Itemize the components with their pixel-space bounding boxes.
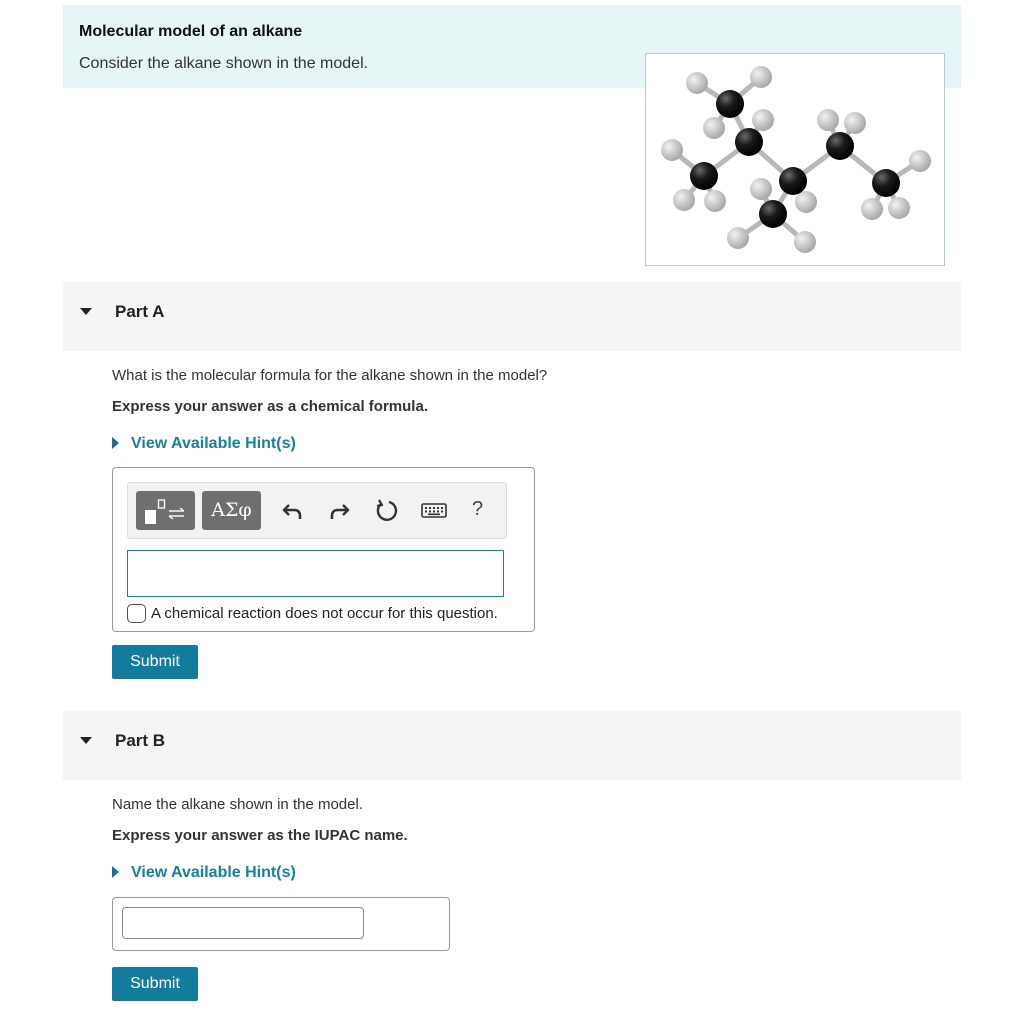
formula-input[interactable] xyxy=(127,550,504,597)
undo-icon[interactable] xyxy=(280,497,306,523)
reset-icon[interactable] xyxy=(373,497,399,523)
redo-icon[interactable] xyxy=(326,497,352,523)
part-b-title[interactable]: Part B xyxy=(115,731,166,750)
part-a-header[interactable] xyxy=(63,282,961,351)
part-a-title[interactable]: Part A xyxy=(115,302,165,321)
expand-caret-icon[interactable] xyxy=(112,437,119,449)
collapse-caret-icon[interactable] xyxy=(80,308,92,315)
molecular-model-image xyxy=(645,53,945,266)
part-b-answer-panel xyxy=(112,897,450,951)
part-b-instruction: Express your answer as the IUPAC name. xyxy=(112,827,408,844)
templates-icon xyxy=(136,491,195,530)
iupac-name-input[interactable] xyxy=(122,907,364,939)
molecule-illustration xyxy=(646,54,944,265)
expand-caret-icon[interactable] xyxy=(112,866,119,878)
part-a-answer-panel xyxy=(112,467,535,632)
part-b-question: Name the alkane shown in the model. xyxy=(112,796,363,813)
greek-symbols-button[interactable]: ΑΣφ xyxy=(202,491,261,530)
part-a-hint-link[interactable]: View Available Hint(s) xyxy=(131,435,296,452)
help-button[interactable]: ? xyxy=(472,498,484,520)
keyboard-icon[interactable] xyxy=(420,497,448,523)
no-reaction-checkbox[interactable] xyxy=(127,604,146,623)
intro-title: Molecular model of an alkane xyxy=(79,23,303,40)
part-a-instruction: Express your answer as a chemical formula. xyxy=(112,398,428,415)
intro-text: Consider the alkane shown in the model. xyxy=(79,55,369,72)
part-a-submit-button[interactable]: Submit xyxy=(112,645,198,679)
part-b-header[interactable] xyxy=(63,711,961,780)
templates-button[interactable] xyxy=(136,491,195,530)
part-a-question: What is the molecular formula for the alkane shown in the model? xyxy=(112,367,548,384)
part-b-hint-link[interactable]: View Available Hint(s) xyxy=(131,864,296,881)
part-b-submit-button[interactable]: Submit xyxy=(112,967,198,1001)
no-reaction-label[interactable]: A chemical reaction does not occur for this question. xyxy=(151,605,498,622)
collapse-caret-icon[interactable] xyxy=(80,737,92,744)
math-toolbar xyxy=(127,482,507,539)
